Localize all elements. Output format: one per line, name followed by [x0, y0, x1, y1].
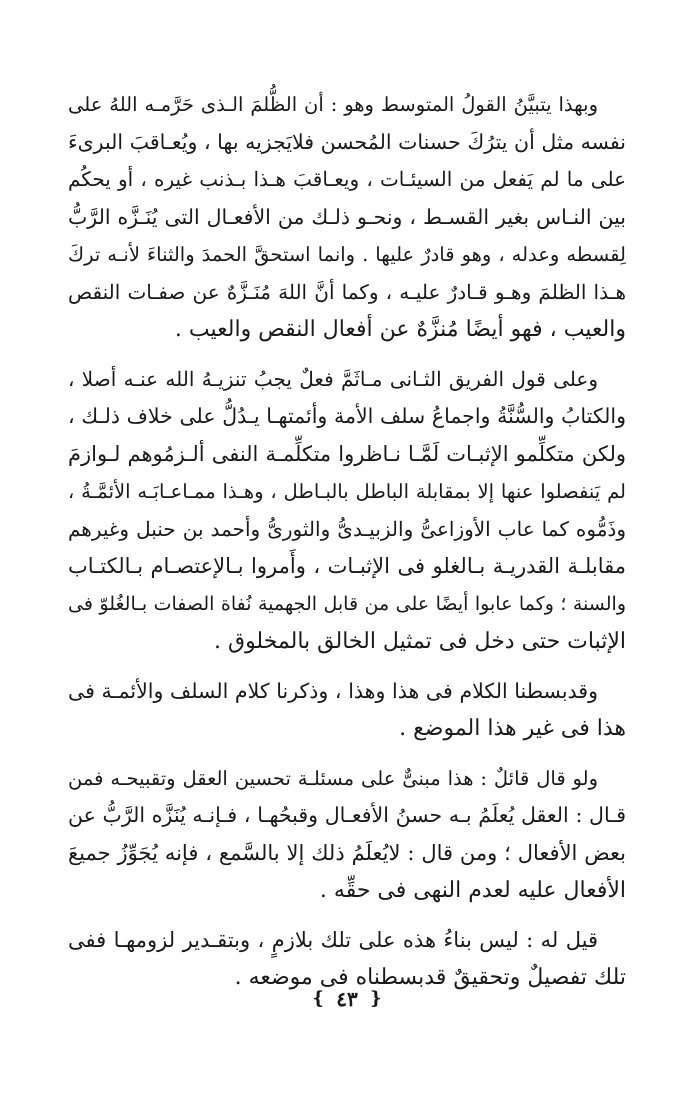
text-line: لِقسطه وعدله ، وهو قادرٌ عليها . وانما استحقَّ الحمدَ والثناءَ لأنـه تركَ — [68, 243, 626, 266]
text-line: قـال : العقل يُعلَمُ بـه حسنُ الأفعـال وقبحُهـا ، فـإنـه يُنَزَّه الرَّبُّ عن — [68, 803, 626, 827]
text-line: والكتابُ والسُّنَّةُ واجماعُ سلف الأمة وأئمتهـا يـدُلُّ على خلاف ذلـك ، — [68, 404, 626, 428]
text-line: الإثبات حتى دخل فى تمثيل الخالق بالمخلوق . — [214, 629, 626, 654]
page-body — [68, 86, 626, 997]
text-line: وبهذا يتبيَّنُ القولُ المتوسط وهو : أن الظُّلمَ الـذى حَرَّمـه اللهُ على — [68, 93, 598, 116]
text-line: على ما لم يَفعل من السيئـات ، ويعـاقبَ هـذا بـذنب غيره ، أو يحكُم — [68, 167, 626, 191]
paragraph-3 — [68, 673, 626, 748]
paragraph-1 — [68, 86, 626, 349]
text-line: لم يَنفصلوا عنها إلا بمقابلة الباطل بالبـاطل ، وهـذا ممـاعـابَـه الأئمَّـةُ ، — [68, 480, 626, 503]
page-number: ٤٣ — [336, 986, 358, 1011]
text-line: بين النـاس بغير القسـط ، ونحـو ذلـك من الأفعـال التى يُنَـزَّه الرَّبُّ — [68, 204, 626, 229]
text-line: الأفعال عليه لعدم النهى فى حقِّه . — [319, 878, 626, 903]
text-line: هـذا الظلمَ وهـو قـادرٌ عليـه ، وكما أنَّ اللهَ مُنَـزَّهٌ عن صفـات النقص — [68, 279, 626, 304]
text-line: تلك تفصيلٌ وتحقيقٌ قدبسطناه فى موضعه . — [234, 965, 626, 990]
ornament-left-icon: ❵ — [310, 988, 326, 1009]
text-line: بعض الأفعال ؛ ومن قال : لايُعلَمُ ذلك إلا بالسَّمع ، فإنه يُجَوِّزُ جميعَ — [68, 840, 626, 865]
paragraph-4 — [68, 760, 626, 910]
text-line: هذا فى غير هذا الموضع . — [399, 716, 626, 741]
text-line: مقابلـة القدريـة بـالغلو فى الإثبـات ، وأَمروا بـالإعتصـام بـالكتـاب — [68, 554, 626, 578]
ornament-right-icon: ❴ — [368, 988, 384, 1009]
text-line: قيل له : ليس بناءُ هذه على تلك بلازمٍ ، وبتقـدير لزومهـا ففى — [68, 927, 598, 952]
text-line: نفسه مثل أن يترُكَ حسنات المُحسن فلايَجزيه بها ، ويُعـاقبَ البرىءَ — [68, 129, 626, 154]
text-line: ولكن متكلِّمو الإثبـات لَمَّـا نـاظروا متكلِّمـة النفى ألـزمُوهم لـوازمَ — [68, 441, 626, 466]
text-line: والعيب ، فهو أيضًا مُنزَّهٌ عن أفعال النقص والعيب . — [174, 317, 626, 342]
text-line: وذَمُّوه كما عاب الأوزاعىُّ والزبيـدىُّ والثورىُّ وأحمد بن حنبل وغيرهم — [68, 516, 626, 541]
paragraph-2 — [68, 361, 626, 661]
text-line: والسنة ؛ وكما عابوا أيضًا على من قابل الجهمية نُفاة الصفات بـالغُلوّ فى — [68, 592, 626, 615]
text-line: وقدبسطنا الكلام فى هذا وهذا ، وذكرنا كلام السلف والأئمـة فى — [68, 678, 598, 703]
page-number-footer — [0, 985, 694, 1011]
text-line: ولو قال قائلٌ : هذا مبنىٌّ على مسئلـة تحسين العقل وتقبيحـه فمن — [68, 766, 598, 790]
text-line: وعلى قول الفريق الثـانى مـاثَمَّ فعلٌ يجبُ تنزيـهُ الله عنـه أصلا ، — [68, 366, 598, 391]
